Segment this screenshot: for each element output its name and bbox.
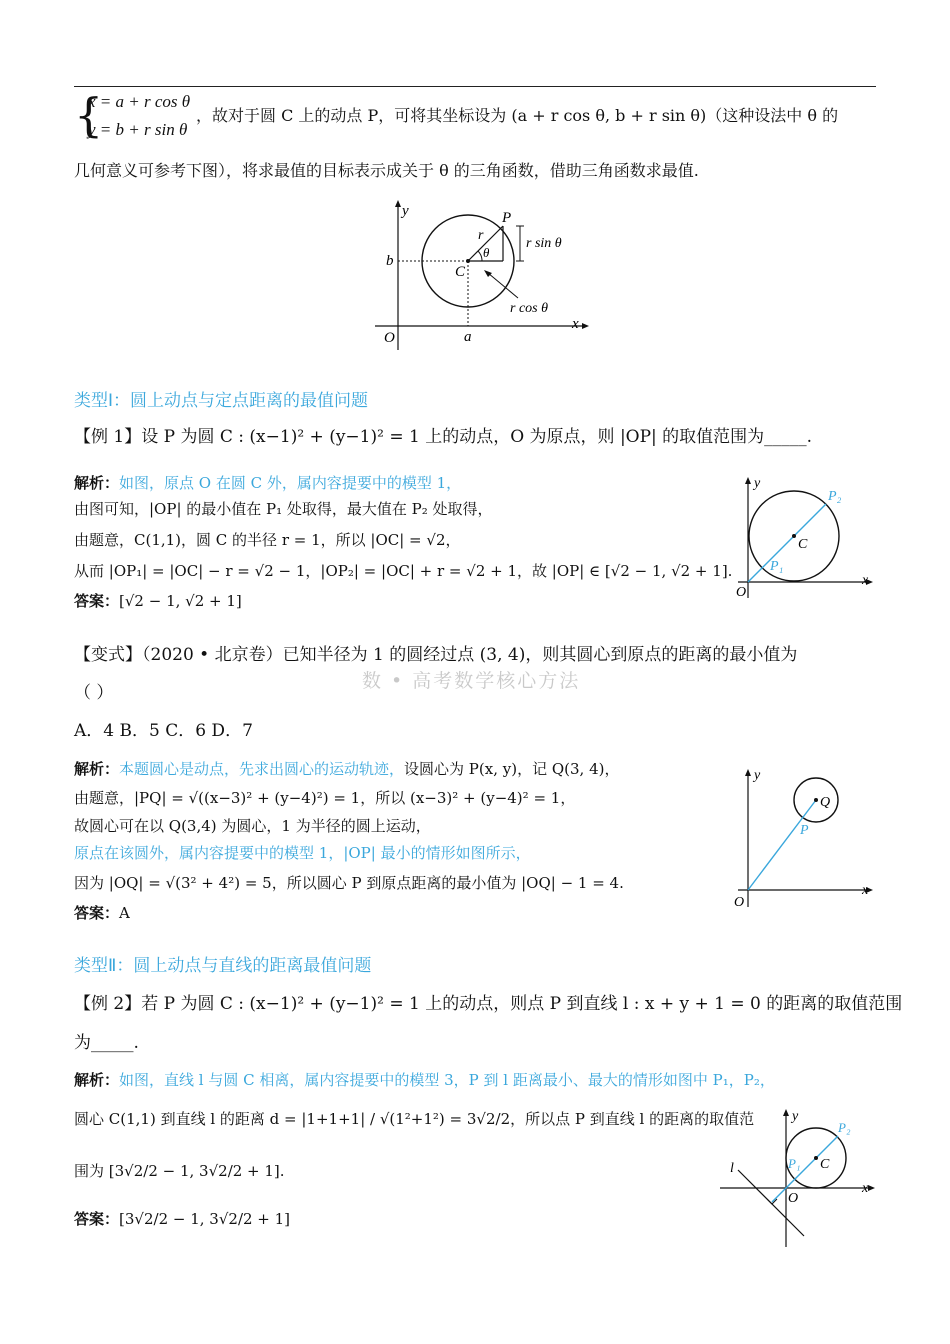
var1-choices: A．4 B．5 C．6 D．7 [74, 721, 253, 741]
ex2-solution-line1 [74, 1067, 775, 1093]
ex1-solution-hint: 如图，原点 O 在圆 C 外，属内容提要中的模型 1， [119, 474, 462, 492]
fig4-y-label: y [792, 1109, 799, 1124]
type2-heading: 类型Ⅱ：圆上动点与直线的距离最值问题 [74, 956, 372, 976]
fig2-p2-label: P₂ [828, 489, 842, 504]
fig3-line-oq [748, 800, 816, 890]
top-rule [74, 86, 876, 87]
fig1-rcos-pointer [488, 273, 518, 298]
ex2-solution-label: 解析： [74, 1071, 120, 1089]
var1-solution-line3: 故圆心可在以 Q(3,4) 为圆心，1 为半径的圆上运动， [74, 817, 431, 835]
fig1-c-label: C [455, 264, 466, 280]
fig1-origin-label: O [384, 330, 395, 346]
var1-paren: （ ） [74, 683, 114, 703]
fig1-p-label: P [502, 210, 512, 226]
fig1-b-label: b [386, 253, 394, 269]
ex1-solution-line2: 由图可知，|OP| 的最小值在 P₁ 处取得，最大值在 P₂ 处取得， [74, 500, 493, 518]
fig1-y-arrow [395, 200, 401, 207]
ex2-question-line1: 【例 2】若 P 为圆 C : (x−1)² + (y−1)² = 1 上的动点，则点 P 到直线 l : x + y + 1 = 0 的距离的取值范围 [74, 994, 903, 1014]
ex2-figure [712, 1102, 882, 1252]
fig3-y-arrow [745, 769, 751, 776]
ex1-solution-label: 解析： [74, 474, 120, 492]
fig4-p2-label: P₂ [838, 1120, 851, 1135]
ex2-question-line2: 为_____. [74, 1033, 139, 1053]
intro-text-line1: ，故对于圆 C 上的动点 P，可将其坐标设为 (a + r cos θ, b + r sin θ)（这种设法中 θ 的 [196, 106, 839, 125]
fig2-c-label: C [798, 537, 808, 552]
fig4-c-label: C [820, 1157, 830, 1172]
fig1-theta-label: θ [483, 245, 490, 260]
fig3-x-label: x [862, 883, 869, 898]
fig4-x-arrow [868, 1185, 875, 1191]
fig2-x-label: x [862, 573, 869, 588]
ex1-answer-value: [√2 − 1, √2 + 1] [119, 592, 242, 610]
var1-figure [728, 762, 878, 912]
fig2-origin-label: O [736, 585, 747, 600]
param-eq-x: x = a + r cos θ [88, 92, 191, 111]
ex2-answer-label: 答案： [74, 1210, 120, 1228]
type1-heading: 类型Ⅰ：圆上动点与定点距离的最值问题 [74, 391, 369, 411]
ex2-solution-line3: 围为 [3√2/2 − 1, 3√2/2 + 1]. [74, 1162, 285, 1180]
fig1-rsin-label: r sin θ [526, 236, 562, 251]
fig1-x-arrow [582, 323, 589, 329]
var1-solution-line1 [74, 756, 619, 782]
ex2-solution-hint: 如图，直线 l 与圆 C 相离，属内容提要中的模型 3，P 到 l 距离最小、最大的情形如图中 P₁，P₂， [119, 1071, 775, 1089]
fig1-a-label: a [464, 329, 472, 345]
fig1-angle-arc [478, 251, 482, 261]
parametric-circle-figure [360, 195, 600, 355]
fig3-center-dot [814, 798, 818, 802]
ex1-solution-line4: 从而 |OP₁| = |OC| − r = √2 − 1，|OP₂| = |OC| + r = √2 + 1，故 |OP| ∈ [√2 − 1, √2 + 1]. [74, 562, 733, 580]
ex2-answer-line [74, 1206, 290, 1232]
fig2-y-label: y [754, 476, 761, 491]
ex1-solution-line3: 由题意，C(1,1)，圆 C 的半径 r = 1，所以 |OC| = √2， [74, 531, 461, 549]
equation-brace: { [74, 88, 104, 142]
var1-solution-line2: 由题意，|PQ| = √((x−3)² + (y−4)²) = 1，所以 (x−3)² + (y−4)² = 1， [74, 789, 576, 807]
fig3-q-label: Q [820, 795, 831, 810]
var1-solution-label: 解析： [74, 760, 120, 778]
param-eq-y: y = b + r sin θ [88, 120, 188, 139]
ex2-answer-value: [3√2/2 − 1, 3√2/2 + 1] [119, 1210, 291, 1228]
var1-answer-label: 答案： [74, 904, 120, 922]
fig1-x-label: x [572, 316, 579, 332]
fig2-y-arrow [745, 477, 751, 484]
fig3-y-label: y [754, 768, 761, 783]
fig4-y-arrow [783, 1109, 789, 1116]
fig4-center-dot [814, 1156, 818, 1160]
var1-answer-line [74, 900, 130, 926]
fig2-p1-label: P₁ [770, 559, 784, 574]
var1-solution-line5: 因为 |OQ| = √(3² + 4²) = 5，所以圆心 P 到原点距离的最小值为 |OQ| − 1 = 4. [74, 874, 624, 892]
fig2-center-dot [792, 534, 796, 538]
fig4-p1-label: P₁ [788, 1156, 801, 1171]
var1-answer-value: A [119, 904, 130, 922]
fig2-line-op [748, 504, 826, 582]
var1-solution-hint: 本题圆心是动点，先求出圆心的运动轨迹， [119, 760, 405, 778]
ex1-answer-line [74, 588, 242, 614]
fig4-l-label: l [730, 1161, 734, 1176]
fig3-p-label: P [800, 823, 809, 838]
fig1-r-label: r [478, 228, 484, 243]
watermark: 数 • 高考数学核心方法 [362, 670, 581, 692]
var1-solution-text: 设圆心为 P(x, y)，记 Q(3, 4)， [404, 760, 620, 778]
ex1-figure [728, 470, 878, 605]
var1-solution-line4: 原点在该圆外，属内容提要中的模型 1，|OP| 最小的情形如图所示， [74, 844, 531, 862]
fig1-y-label: y [402, 203, 409, 219]
ex1-question: 【例 1】设 P 为圆 C : (x−1)² + (y−1)² = 1 上的动点，O 为原点，则 |OP| 的取值范围为_____. [74, 427, 813, 447]
fig1-rcos-label: r cos θ [510, 301, 548, 316]
ex2-solution-line2: 圆心 C(1,1) 到直线 l 的距离 d = |1+1+1| / √(1²+1²) = 3√2/2，所以点 P 到直线 l 的距离的取值范 [74, 1110, 755, 1128]
fig3-origin-label: O [734, 895, 745, 910]
fig1-center-dot [466, 259, 470, 263]
ex1-answer-label: 答案： [74, 592, 120, 610]
fig4-origin-label: O [788, 1191, 799, 1206]
var1-question: 【变式】（2020 • 北京卷）已知半径为 1 的圆经过点 (3, 4)，则其圆心到原点的距离的最小值为 [74, 645, 798, 665]
ex1-solution-line1 [74, 470, 461, 496]
intro-text-line2: 几何意义可参考下图），将求最值的目标表示成关于 θ 的三角函数，借助三角函数求最值. [74, 161, 699, 180]
fig4-x-label: x [862, 1181, 869, 1196]
